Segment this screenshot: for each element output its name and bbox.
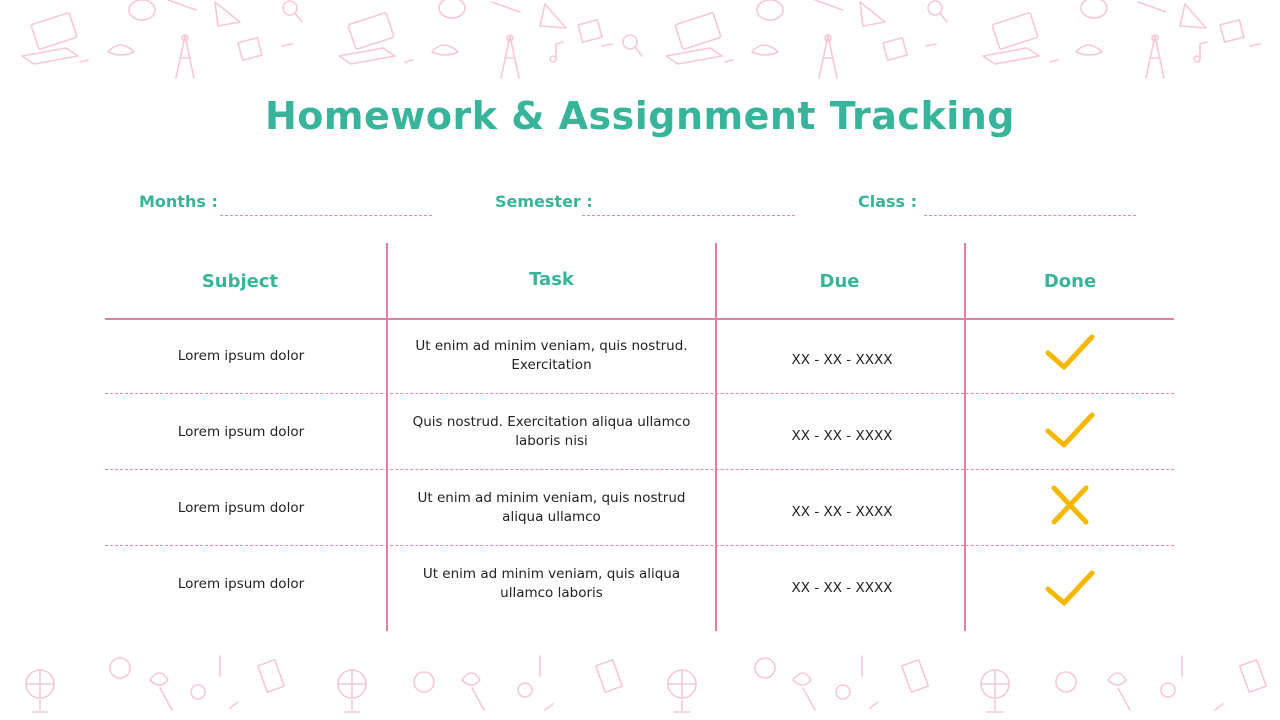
music-note-doodle-icon — [550, 42, 1207, 62]
task-text-line: Exercitation — [511, 357, 592, 373]
assignment-table — [105, 243, 1174, 631]
due-cell: XX - XX - XXXX — [791, 427, 893, 444]
bread-doodle-icon — [108, 45, 1102, 55]
test-tube-doodle-icon — [220, 656, 1223, 710]
task-text-line: Ut enim ad minim veniam, quis aliqua — [422, 566, 681, 582]
laptop-doodle-icon — [983, 12, 1039, 64]
header-subject: Subject — [201, 271, 279, 292]
task-cell — [388, 319, 715, 393]
bottom-doodle-pattern — [0, 640, 1280, 720]
book-doodle-icon — [258, 660, 1266, 692]
palette-doodle-icon — [129, 0, 1107, 20]
months-label: Months : — [139, 192, 218, 211]
cross-icon — [1040, 481, 1100, 531]
class-field-line[interactable] — [924, 215, 1136, 216]
task-text-line: laboris nisi — [515, 433, 588, 449]
subject-cell: Lorem ipsum dolor — [177, 347, 305, 364]
header-done: Done — [1043, 271, 1097, 292]
header-due: Due — [819, 271, 860, 292]
class-label: Class : — [858, 192, 918, 211]
page-title: Homework & Assignment Tracking — [264, 94, 1016, 138]
laptop-doodle-icon — [666, 12, 722, 64]
months-field-line[interactable] — [220, 215, 432, 216]
task-text-line: aliqua ullamco — [502, 509, 601, 525]
subject-cell: Lorem ipsum dolor — [177, 575, 305, 592]
semester-label: Semester : — [495, 192, 593, 211]
task-text-line: Ut enim ad minim veniam, quis nostrud. — [415, 338, 688, 354]
due-cell: XX - XX - XXXX — [791, 579, 893, 596]
check-icon — [1040, 565, 1100, 615]
laptop-doodle-icon — [339, 12, 395, 64]
due-cell: XX - XX - XXXX — [791, 351, 893, 368]
ball-doodle-icon — [110, 658, 1175, 699]
task-cell — [388, 471, 715, 545]
row-divider — [105, 393, 1174, 394]
task-cell — [388, 395, 715, 469]
task-text-line: Ut enim ad minim veniam, quis nostrud — [417, 490, 686, 506]
due-cell: XX - XX - XXXX — [791, 503, 893, 520]
row-divider — [105, 469, 1174, 470]
check-icon — [1040, 407, 1100, 457]
task-text-line: Quis nostrud. Exercitation aliqua ullamco — [412, 414, 691, 430]
ruler-doodle-icon — [168, 0, 1206, 28]
compass-doodle-icon — [176, 35, 1164, 78]
row-divider — [105, 545, 1174, 546]
laptop-doodle-icon — [22, 12, 78, 64]
header-task: Task — [529, 269, 574, 290]
top-doodle-pattern — [0, 0, 1280, 90]
task-cell — [388, 547, 715, 621]
subject-cell: Lorem ipsum dolor — [177, 423, 305, 440]
semester-field-line[interactable] — [582, 215, 795, 216]
task-text-line: ullamco laboris — [500, 585, 603, 601]
subject-cell: Lorem ipsum dolor — [177, 499, 305, 516]
check-icon — [1040, 329, 1100, 379]
